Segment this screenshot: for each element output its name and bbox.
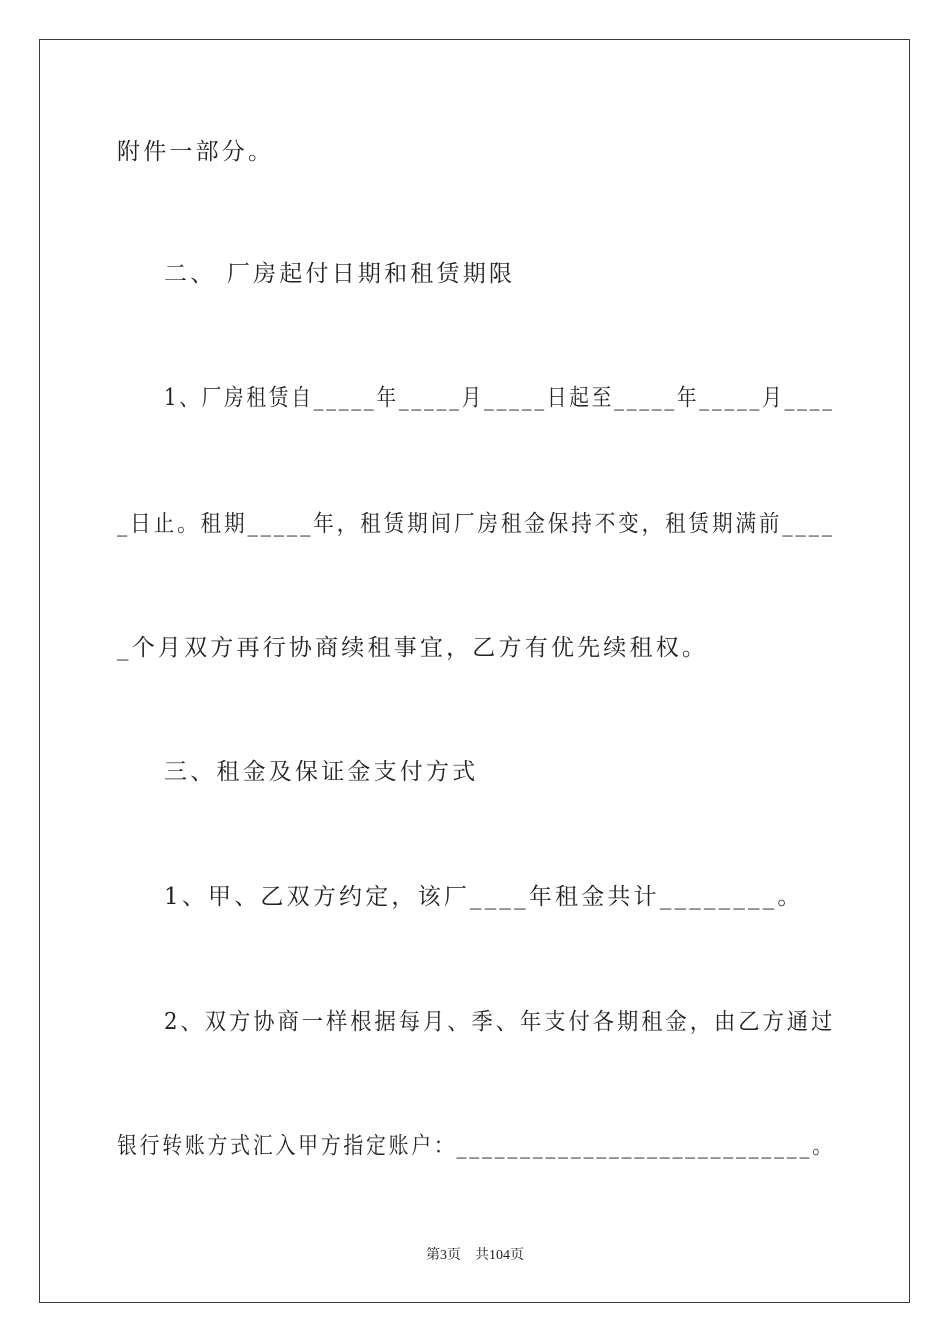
paragraph-line: _日止。租期_____年，租赁期间厂房租金保持不变，租赁期满前____	[117, 511, 835, 537]
paragraph-line: _个月双方再行协商续租事宜，乙方有优先续租权。	[117, 635, 709, 661]
paragraph-line: 1、厂房租赁自_____年_____月_____日起至_____年_____月____	[164, 385, 835, 411]
section-heading: 三、租金及保证金支付方式	[164, 759, 479, 785]
paragraph-line: 银行转账方式汇入甲方指定账户：____________________________。	[117, 1133, 835, 1159]
page-footer	[0, 1249, 950, 1263]
paragraph-line: 附件一部分。	[117, 139, 275, 165]
page-border	[39, 39, 910, 1303]
total-pages: 共104页	[475, 1248, 524, 1263]
paragraph-line: 1、甲、乙双方约定，该厂____年租金共计________。	[164, 884, 804, 910]
section-heading: 二、 厂房起付日期和租赁期限	[164, 261, 516, 287]
paragraph-line: 2、双方协商一样根据每月、季、年支付各期租金，由乙方通过	[164, 1009, 836, 1035]
page-number: 第3页	[426, 1248, 461, 1263]
